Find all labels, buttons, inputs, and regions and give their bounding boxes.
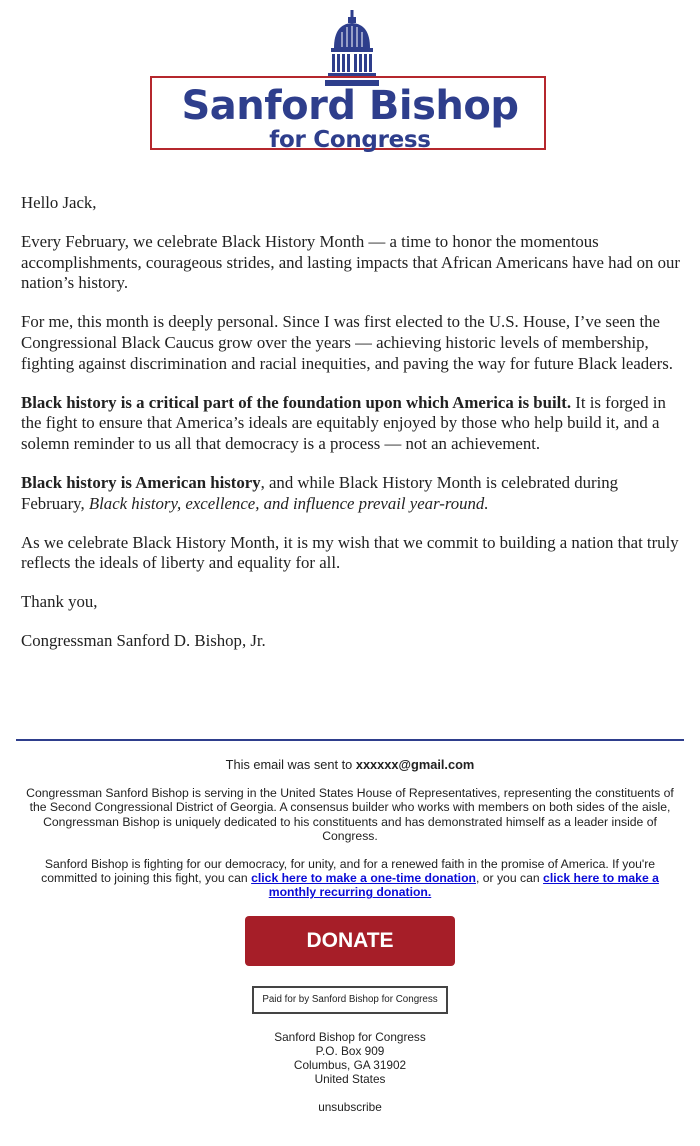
one-time-donation-link[interactable]: click here to make a one-time donation <box>251 871 476 886</box>
paragraph-5: As we celebrate Black History Month, it is my wish that we commit to building a nation that truly reflects the ideals of liberty and equality for all. <box>21 532 679 573</box>
address-line-1: Sanford Bishop for Congress <box>274 1029 426 1044</box>
appeal-paragraph <box>20 857 680 900</box>
signature: Congressman Sanford D. Bishop, Jr. <box>21 630 266 650</box>
greeting: Hello Jack, <box>21 193 97 212</box>
sent-to-label: This email was sent to <box>225 757 356 772</box>
logo-subtitle: for Congress <box>269 127 431 153</box>
paragraph-4 <box>21 473 685 515</box>
address-line-2: P.O. Box 909 <box>315 1043 385 1058</box>
closing: Thank you, <box>21 592 98 612</box>
letter-body <box>21 193 685 670</box>
email-footer <box>20 758 680 1115</box>
paragraph-3-text: It is forged in the fight to ensure that America’s ideals are equitably enjoyed by those who help build it, and a solemn reminder to us all that democracy is a process — not an achievement. <box>21 392 666 454</box>
sent-to-line <box>20 758 680 772</box>
donate-button[interactable]: DONATE <box>245 916 455 966</box>
paid-for-disclaimer: Paid for by Sanford Bishop for Congress <box>252 986 447 1014</box>
paragraph-1: Every February, we celebrate Black History Month — a time to honor the momentous accomplishments, courageous strides, and lasting impacts that African Americans have had on our nation’s history. <box>21 231 680 293</box>
campaign-logo <box>150 10 550 153</box>
paragraph-3 <box>21 393 685 455</box>
paragraph-2: For me, this month is deeply personal. Since I was first elected to the U.S. House, I’ve seen the Congressional Black Caucus grow over the years — achieving historic levels of membership, fighting against discrimination and racial inequities, and paving the way for future Black leaders. <box>21 312 673 373</box>
paragraph-4-bold: Black history is American history <box>21 472 261 492</box>
paragraph-4-text: , and while Black History Month is celebrated during February, <box>21 472 619 513</box>
monthly-donation-link[interactable]: click here to make a monthly recurring donation. <box>268 871 659 900</box>
logo-name: Sanford Bishop <box>181 83 519 129</box>
footer-divider <box>16 739 684 741</box>
address-line-3: Columbus, GA 31902 <box>293 1058 407 1073</box>
recipient-email: xxxxxx@gmail.com <box>355 757 475 772</box>
mailing-address <box>20 1030 680 1087</box>
appeal-text: Sanford Bishop is fighting for our democracy, for unity, and for a renewed faith in the promise of America. If you're committed to joining this fight, you can <box>41 857 656 886</box>
paragraph-3-bold: Black history is a critical part of the foundation upon which America is built. <box>21 392 572 412</box>
unsubscribe-link[interactable]: unsubscribe <box>318 1100 382 1115</box>
appeal-connector: , or you can <box>475 871 544 886</box>
address-line-4: United States <box>314 1072 386 1087</box>
bio-paragraph: Congressman Sanford Bishop is serving in the United States House of Representatives, representing the constituents of the Second Congressional District of Georgia. A consensus builder who works with members on both sides of the aisle, Congressman Bishop is uniquely dedicated to his constituents and has demonstrated himself as a leader inside of Congress. <box>26 786 674 843</box>
paragraph-4-italic: Black history, excellence, and influence prevail year-round. <box>88 493 489 513</box>
